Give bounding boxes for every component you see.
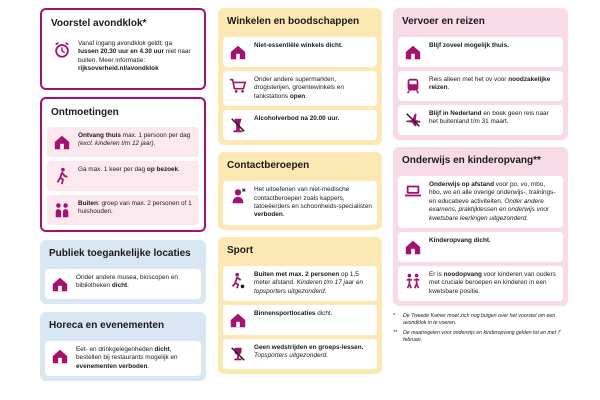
- hairdresser-icon: [228, 186, 248, 206]
- winkelen-item-dicht: Niet-essentiële winkels dicht.: [223, 37, 377, 67]
- card-title-vervoer: Vervoer en reizen: [402, 16, 485, 27]
- card-onderwijs: [393, 147, 568, 306]
- walking-person-icon: [52, 166, 72, 186]
- avondklok-item: [47, 38, 199, 79]
- winkelen-item-open: Onder andere supermarkten, drogisterijen, groentewinkels en tankstations open.: [223, 71, 377, 106]
- shopping-cart-icon: [228, 76, 248, 96]
- soccer-player-icon: [228, 271, 248, 291]
- card-ontmoetingen: [40, 97, 206, 232]
- house-icon: [228, 310, 248, 330]
- card-title-contact: Contactberoepen: [227, 160, 310, 172]
- avondklok-text: Vanaf ingang avondklok geldt: ga tussen 20.30 uur en 4.30 uur niet naar buiten. Meer informatie: rijksoverheid.nl/avondklok: [78, 40, 191, 73]
- onderwijs-item-kinderopvang: Kinderopvang dicht.: [398, 232, 563, 262]
- house-icon: [50, 346, 70, 366]
- card-title-winkelen: Winkelen en boodschappen: [227, 16, 360, 27]
- card-horeca: [40, 312, 206, 381]
- card-contact: [218, 152, 382, 230]
- footnote-2: ** De maatregelen voor onderwijs en kinderopvang gelden tot en met 7 februari.: [393, 330, 561, 344]
- ontmoetingen-item-buiten: Buiten: groep van max. 2 personen of 1 huishouden.: [47, 195, 199, 225]
- house-icon: [403, 237, 423, 257]
- card-publiek: [40, 240, 206, 304]
- card-title-ontmoetingen: Ontmoetingen: [51, 107, 119, 118]
- sport-item-buiten: Buiten met max. 2 personen op 1,5 meter afstand. Kinderen t/m 17 jaar en topsporters uitgezonderd.: [223, 266, 377, 301]
- publiek-item: Onder andere musea, bioscopen en bibliotheken dicht.: [45, 269, 201, 299]
- card-title-sport: Sport: [227, 244, 254, 256]
- column-left: [40, 8, 206, 388]
- no-trophy-icon: [228, 344, 248, 364]
- card-title-publiek: Publiek toegankelijke locaties: [49, 248, 191, 259]
- vervoer-item-nederland: Blijf in Nederland en boek geen reis naar het buitenland t/m 31 maart.: [398, 105, 563, 135]
- winkelen-item-alcohol: Alcoholverbod na 20.00 uur.: [223, 110, 377, 140]
- children-icon: [403, 271, 423, 291]
- no-plane-icon: [403, 110, 423, 130]
- house-icon: [52, 132, 72, 152]
- card-title-avondklok: Voorstel avondklok*: [51, 18, 147, 29]
- card-title-horeca: Horeca en evenementen: [49, 320, 165, 331]
- horeca-item: Eet- en drinkgelegenheden dicht, bestellen bij restaurants mogelijk en evenementen verboden.: [45, 341, 201, 376]
- ontmoetingen-item-thuis: Ontvang thuis max. 1 persoon per dag (excl. kinderen t/m 12 jaar).: [47, 127, 199, 157]
- onderwijs-item-noodopvang: Er is noodopvang voor kinderen van ouders met cruciale beroepen en kinderen in een kwetsbare positie.: [398, 266, 563, 301]
- vervoer-item-ov: Reis alleen met het ov voor noodzakelijke reizen.: [398, 71, 563, 101]
- card-winkelen: [218, 8, 382, 145]
- card-vervoer: [393, 8, 568, 140]
- house-icon: [228, 42, 248, 62]
- column-right: [393, 8, 568, 344]
- sport-item-binnen: Binnensportlocaties dicht.: [223, 305, 377, 335]
- alarm-clock-icon: [52, 40, 72, 60]
- card-title-onderwijs: Onderwijs en kinderopvang**: [402, 155, 541, 166]
- train-icon: [403, 76, 423, 96]
- sport-item-wedstrijden: Geen wedstrijden en groeps-lessen. Topsporters uitgezonderd.: [223, 339, 377, 369]
- onderwijs-item-afstand: Onderwijs op afstand voor po, vo, mbo, hbo, wo en alle overige onderwijs-, trainings- en educatieve activiteiten. Onder andere examens, praktijklessen en onderwijs voor kwetsbare leerlingen uitgezonderd.: [398, 176, 563, 228]
- no-alcohol-icon: [228, 115, 248, 135]
- card-sport: [218, 237, 382, 374]
- vervoer-item-thuis: Blijf zoveel mogelijk thuis.: [398, 37, 563, 67]
- group-people-icon: [52, 200, 72, 220]
- laptop-icon: [403, 181, 423, 201]
- card-avondklok: [40, 8, 206, 90]
- house-icon: [50, 274, 70, 294]
- house-icon: [403, 42, 423, 62]
- avondklok-link[interactable]: rijksoverheid.nl/avondklok: [78, 65, 159, 73]
- column-middle: [218, 8, 382, 381]
- ontmoetingen-item-bezoek: Ga max. 1 keer per dag op bezoek.: [47, 161, 199, 191]
- contact-item: Het uitoefenen van niet-medische contactberoepen zoals kappers, tatoeëerders en schoonheids-specialisten verboden.: [223, 181, 377, 225]
- footnote-1: * De Tweede Kamer moet zich nog buigen over het voorstel om een avondklok in te voeren.: [393, 313, 556, 327]
